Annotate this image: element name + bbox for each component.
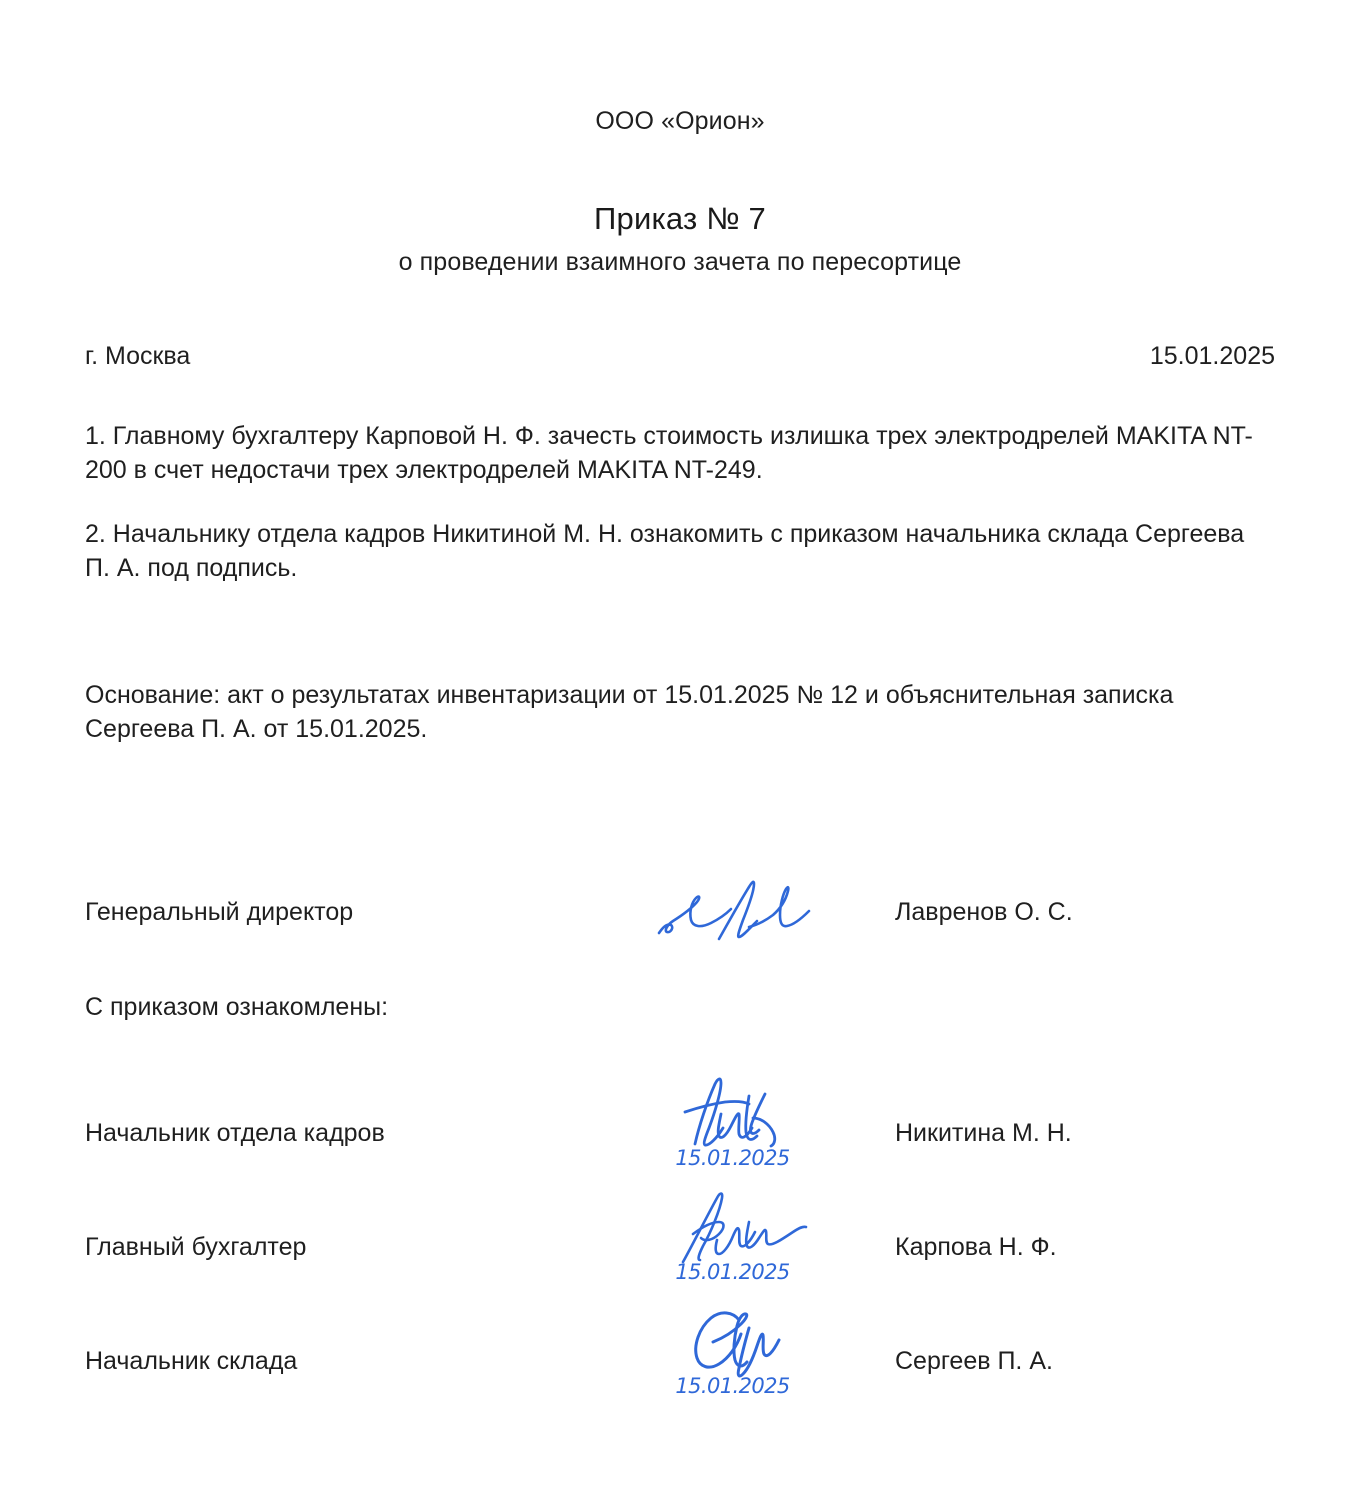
- organization-name: ООО «Орион»: [595, 107, 765, 135]
- handwritten-signature-icon: [653, 1074, 813, 1152]
- document-date: 15.01.2025: [1149, 341, 1275, 370]
- handwritten-signature-icon: [653, 1302, 813, 1380]
- signature-name-hr-head: Никитина М. Н.: [895, 1118, 1072, 1147]
- signature-name-warehouse-head: Сергеев П. А.: [895, 1346, 1053, 1375]
- signature-date-chief-accountant: 15.01.2025: [675, 1259, 790, 1284]
- signature-role-warehouse-head: Начальник склада: [85, 1346, 298, 1375]
- signature-role-hr-head: Начальник отдела кадров: [85, 1118, 385, 1147]
- signature-mark-warehouse-head: [585, 1302, 880, 1398]
- signature-name-director: Лавренов О. С.: [895, 897, 1073, 926]
- document-place: г. Москва: [85, 341, 191, 370]
- handwritten-signature-icon: [653, 875, 813, 947]
- acknowledgers-list: [85, 1074, 1275, 1398]
- signature-name-chief-accountant: Карпова Н. Ф.: [895, 1232, 1057, 1261]
- document-subtitle: о проведении взаимного зачета по пересортице: [398, 248, 962, 277]
- acknowledge-label: С приказом ознакомлены:: [85, 992, 389, 1021]
- signature-date-warehouse-head: 15.01.2025: [675, 1373, 790, 1398]
- page-title: Приказ № 7: [594, 200, 766, 236]
- signature-role-director: Генеральный директор: [85, 897, 354, 926]
- order-item-2: 2. Начальнику отдела кадров Никитиной М. Н. ознакомить с приказом начальника склада Сергеева П. А. под подпись.: [85, 519, 1245, 583]
- signature-area: [85, 875, 1275, 1398]
- signature-date-hr-head: 15.01.2025: [675, 1145, 790, 1170]
- signature-row-director: [85, 875, 1275, 941]
- handwritten-signature-icon: [653, 1188, 813, 1266]
- basis-block: [85, 678, 1275, 747]
- document-body: [85, 419, 1275, 586]
- basis-text: Основание: акт о результатах инвентаризации от 15.01.2025 № 12 и объяснительная записка Сергеева П. А. от 15.01.2025.: [85, 680, 1174, 744]
- signature-mark-chief-accountant: [585, 1188, 880, 1284]
- signature-row-chief-accountant: [85, 1188, 1275, 1284]
- signature-role-chief-accountant: Главный бухгалтер: [85, 1232, 307, 1261]
- signature-row-hr-head: [85, 1074, 1275, 1170]
- order-item-1: 1. Главному бухгалтеру Карповой Н. Ф. зачесть стоимость излишка трех электродрелей MAKITA NT-200 в счет недостачи трех электродрелей MAKITA NT-249.: [85, 421, 1253, 485]
- signature-mark-hr-head: [585, 1074, 880, 1170]
- signature-mark-director: [585, 875, 880, 941]
- place-date-row: [85, 342, 1275, 371]
- signature-row-warehouse-head: [85, 1302, 1275, 1398]
